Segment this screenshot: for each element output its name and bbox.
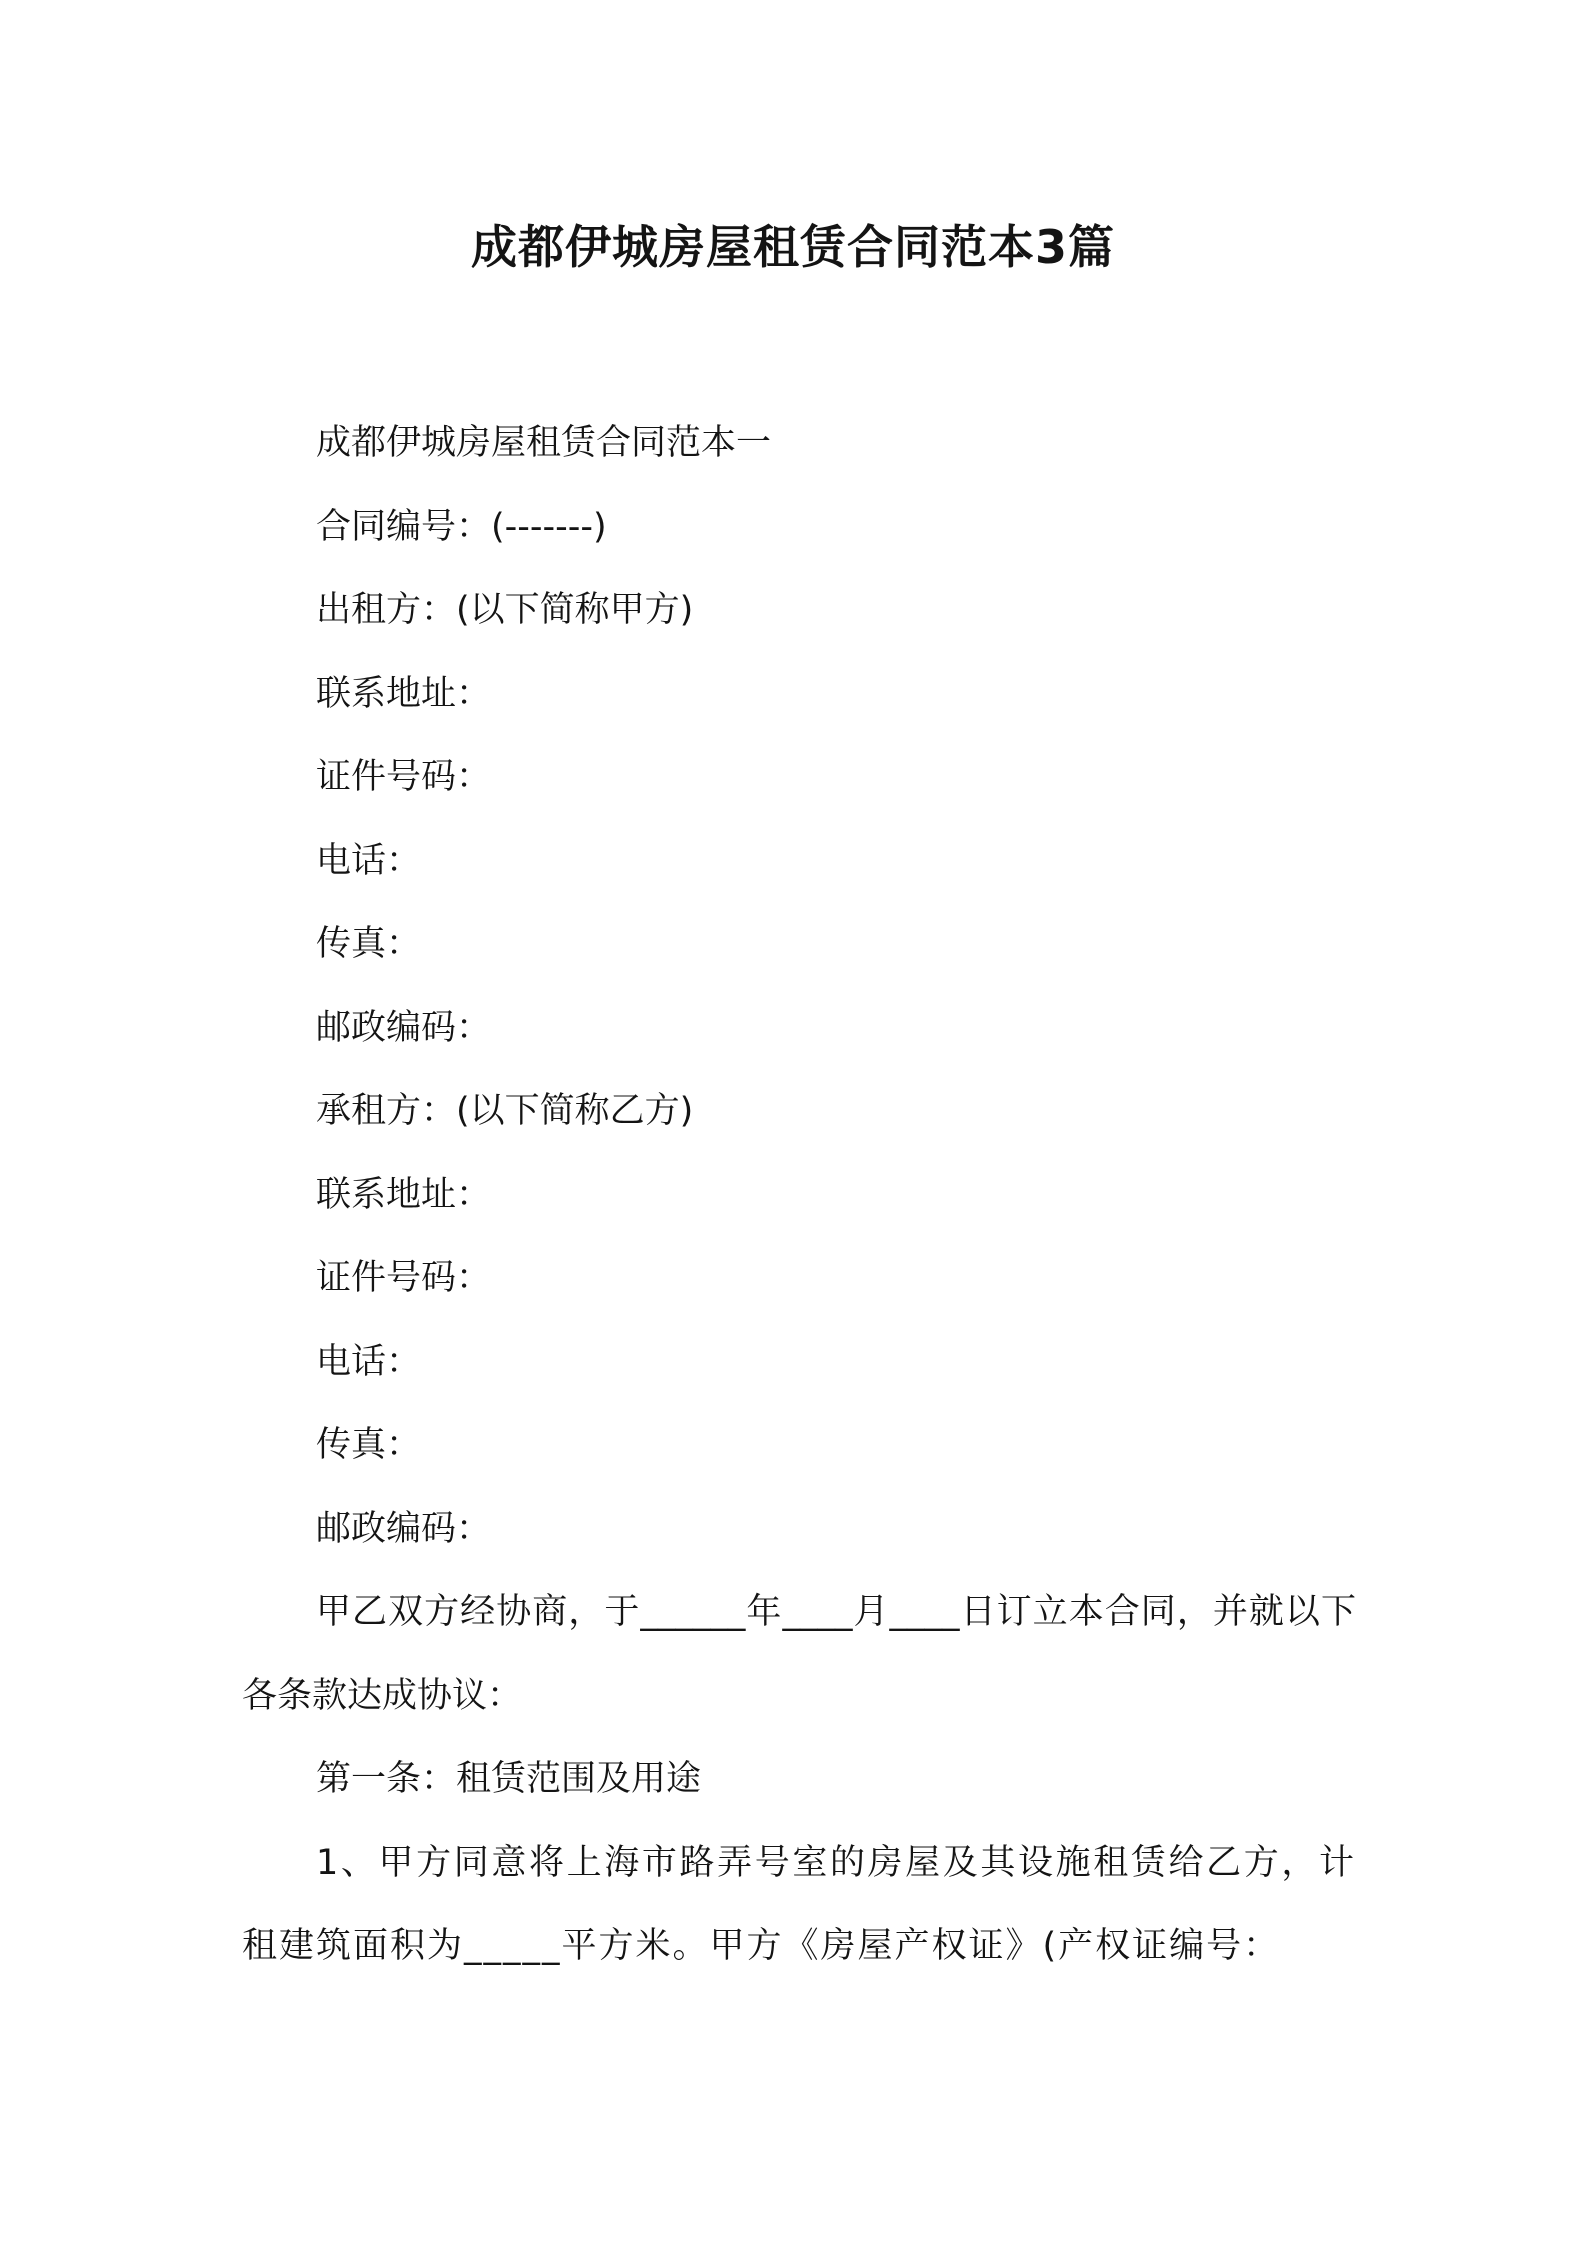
contract-number-line: 合同编号：(-------): [316, 506, 607, 547]
agreement-paragraph: 甲乙双方经协商，于______年____月____日订立本合同，并就以下各条款达成协议：: [242, 1592, 1356, 1716]
lessee-fax-line: 传真：: [316, 1425, 422, 1465]
lessor-phone-line: 电话：: [316, 840, 422, 881]
lessor-id-line: 证件号码：: [316, 757, 492, 797]
document-body: [242, 402, 1356, 1989]
lessor-postcode-line: 邮政编码：: [316, 1007, 492, 1048]
lessor-line: 出租方：(以下简称甲方): [316, 590, 694, 630]
lessee-phone-line: 电话：: [316, 1341, 422, 1382]
contract-subtitle: 成都伊城房屋租赁合同范本一: [316, 423, 772, 463]
lessee-id-line: 证件号码：: [316, 1258, 492, 1298]
clause-one-paragraph: 1、甲方同意将上海市路弄号室的房屋及其设施租赁给乙方，计租建筑面积为_____平方米。甲方《房屋产权证》(产权证编号：: [242, 1842, 1356, 1966]
lessee-line: 承租方：(以下简称乙方): [316, 1091, 694, 1131]
document-title: 成都伊城房屋租赁合同范本3篇: [470, 220, 1115, 274]
lessor-address-line: 联系地址：: [316, 673, 492, 714]
lessee-postcode-line: 邮政编码：: [316, 1508, 492, 1549]
article-one-heading: 第一条：租赁范围及用途: [316, 1759, 702, 1799]
lessor-fax-line: 传真：: [316, 924, 422, 964]
lessee-address-line: 联系地址：: [316, 1174, 492, 1215]
